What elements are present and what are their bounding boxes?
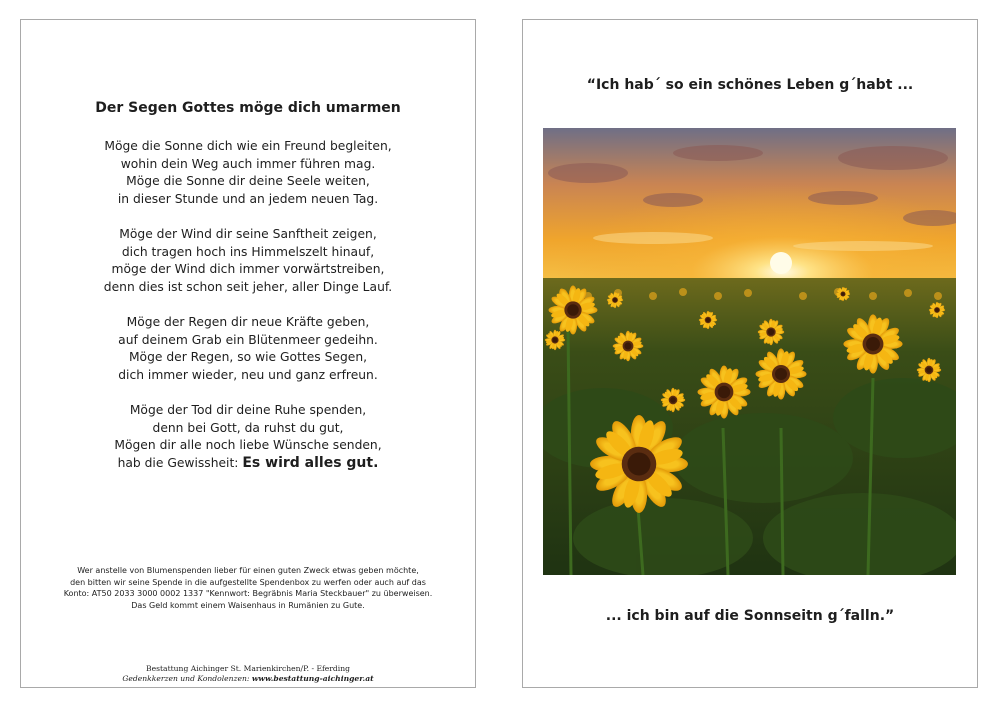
donation-note-line: den bitten wir seine Spende in die aufgestellte Spendenbox zu werfen oder auch auf das	[70, 577, 426, 587]
poem-line: Möge der Wind dir seine Sanftheit zeigen,	[119, 227, 377, 241]
donation-note-line: Konto: AT50 2033 3000 0002 1337 "Kennwort: Begräbnis Maria Steckbauer" zu überweisen.	[63, 589, 433, 598]
poem-line: denn dies ist schon seit jeher, aller Dinge Lauf.	[103, 280, 393, 295]
poem-line: denn bei Gott, da ruhst du gut,	[152, 420, 344, 435]
poem-line-lead: hab die Gewissheit:	[117, 456, 243, 471]
poem-line: dich tragen hoch ins Himmelszelt hinauf,	[121, 244, 375, 259]
poem-stanza-4	[21, 402, 475, 473]
footer-contact-label: Gedenkkerzen und Kondolenzen:	[122, 674, 252, 683]
poem-stanza-1	[21, 138, 475, 209]
poem-line: Möge die Sonne dir deine Seele weiten,	[126, 174, 370, 189]
footer-website-link[interactable]: www.bestattung-aichinger.at	[251, 674, 374, 683]
right-page	[522, 19, 978, 688]
donation-note-line: Das Geld kommt einem Waisenhaus in Rumänien zu Gute.	[131, 600, 365, 610]
poem-stanza-3	[21, 314, 475, 385]
poem-line: wohin dein Weg auch immer führen mag.	[120, 156, 376, 171]
poem-line-final	[21, 455, 475, 473]
poem-line: dich immer wieder, neu und ganz erfreun.	[118, 368, 378, 383]
poem-line: Möge die Sonne dich wie ein Freund begleiten,	[104, 139, 392, 153]
poem-stanza-2	[21, 226, 475, 297]
poem-line: Möge der Regen, so wie Gottes Segen,	[128, 350, 368, 365]
poem-line: Möge der Regen dir neue Kräfte geben,	[126, 315, 370, 329]
poem-closing-bold: Es wird alles gut.	[242, 455, 379, 472]
poem-line: Mögen dir alle noch liebe Wünsche senden,	[114, 438, 382, 453]
quote-bottom: ... ich bin auf die Sonnseitn g´falln.”	[605, 608, 895, 624]
poem-line: auf deinem Grab ein Blütenmeer gedeihn.	[118, 332, 378, 347]
left-page	[20, 19, 476, 688]
quote-top: “Ich hab´ so ein schönes Leben g´habt ...	[586, 77, 914, 93]
donation-note	[21, 565, 475, 611]
poem-title: Der Segen Gottes möge dich umarmen	[95, 100, 401, 116]
donation-note-line: Wer anstelle von Blumenspenden lieber für einen guten Zweck etwas geben möchte,	[77, 566, 419, 575]
footer	[21, 664, 475, 684]
footer-company: Bestattung Aichinger St. Marienkirchen/P. - Eferding	[146, 664, 350, 673]
poem-line: Möge der Tod dir deine Ruhe spenden,	[129, 403, 367, 417]
sunflower-field-photo	[543, 128, 956, 575]
poem-line: in dieser Stunde und an jedem neuen Tag.	[117, 192, 379, 207]
footer-contact	[21, 674, 475, 684]
poem-line: möge der Wind dich immer vorwärtstreiben,	[111, 262, 385, 277]
